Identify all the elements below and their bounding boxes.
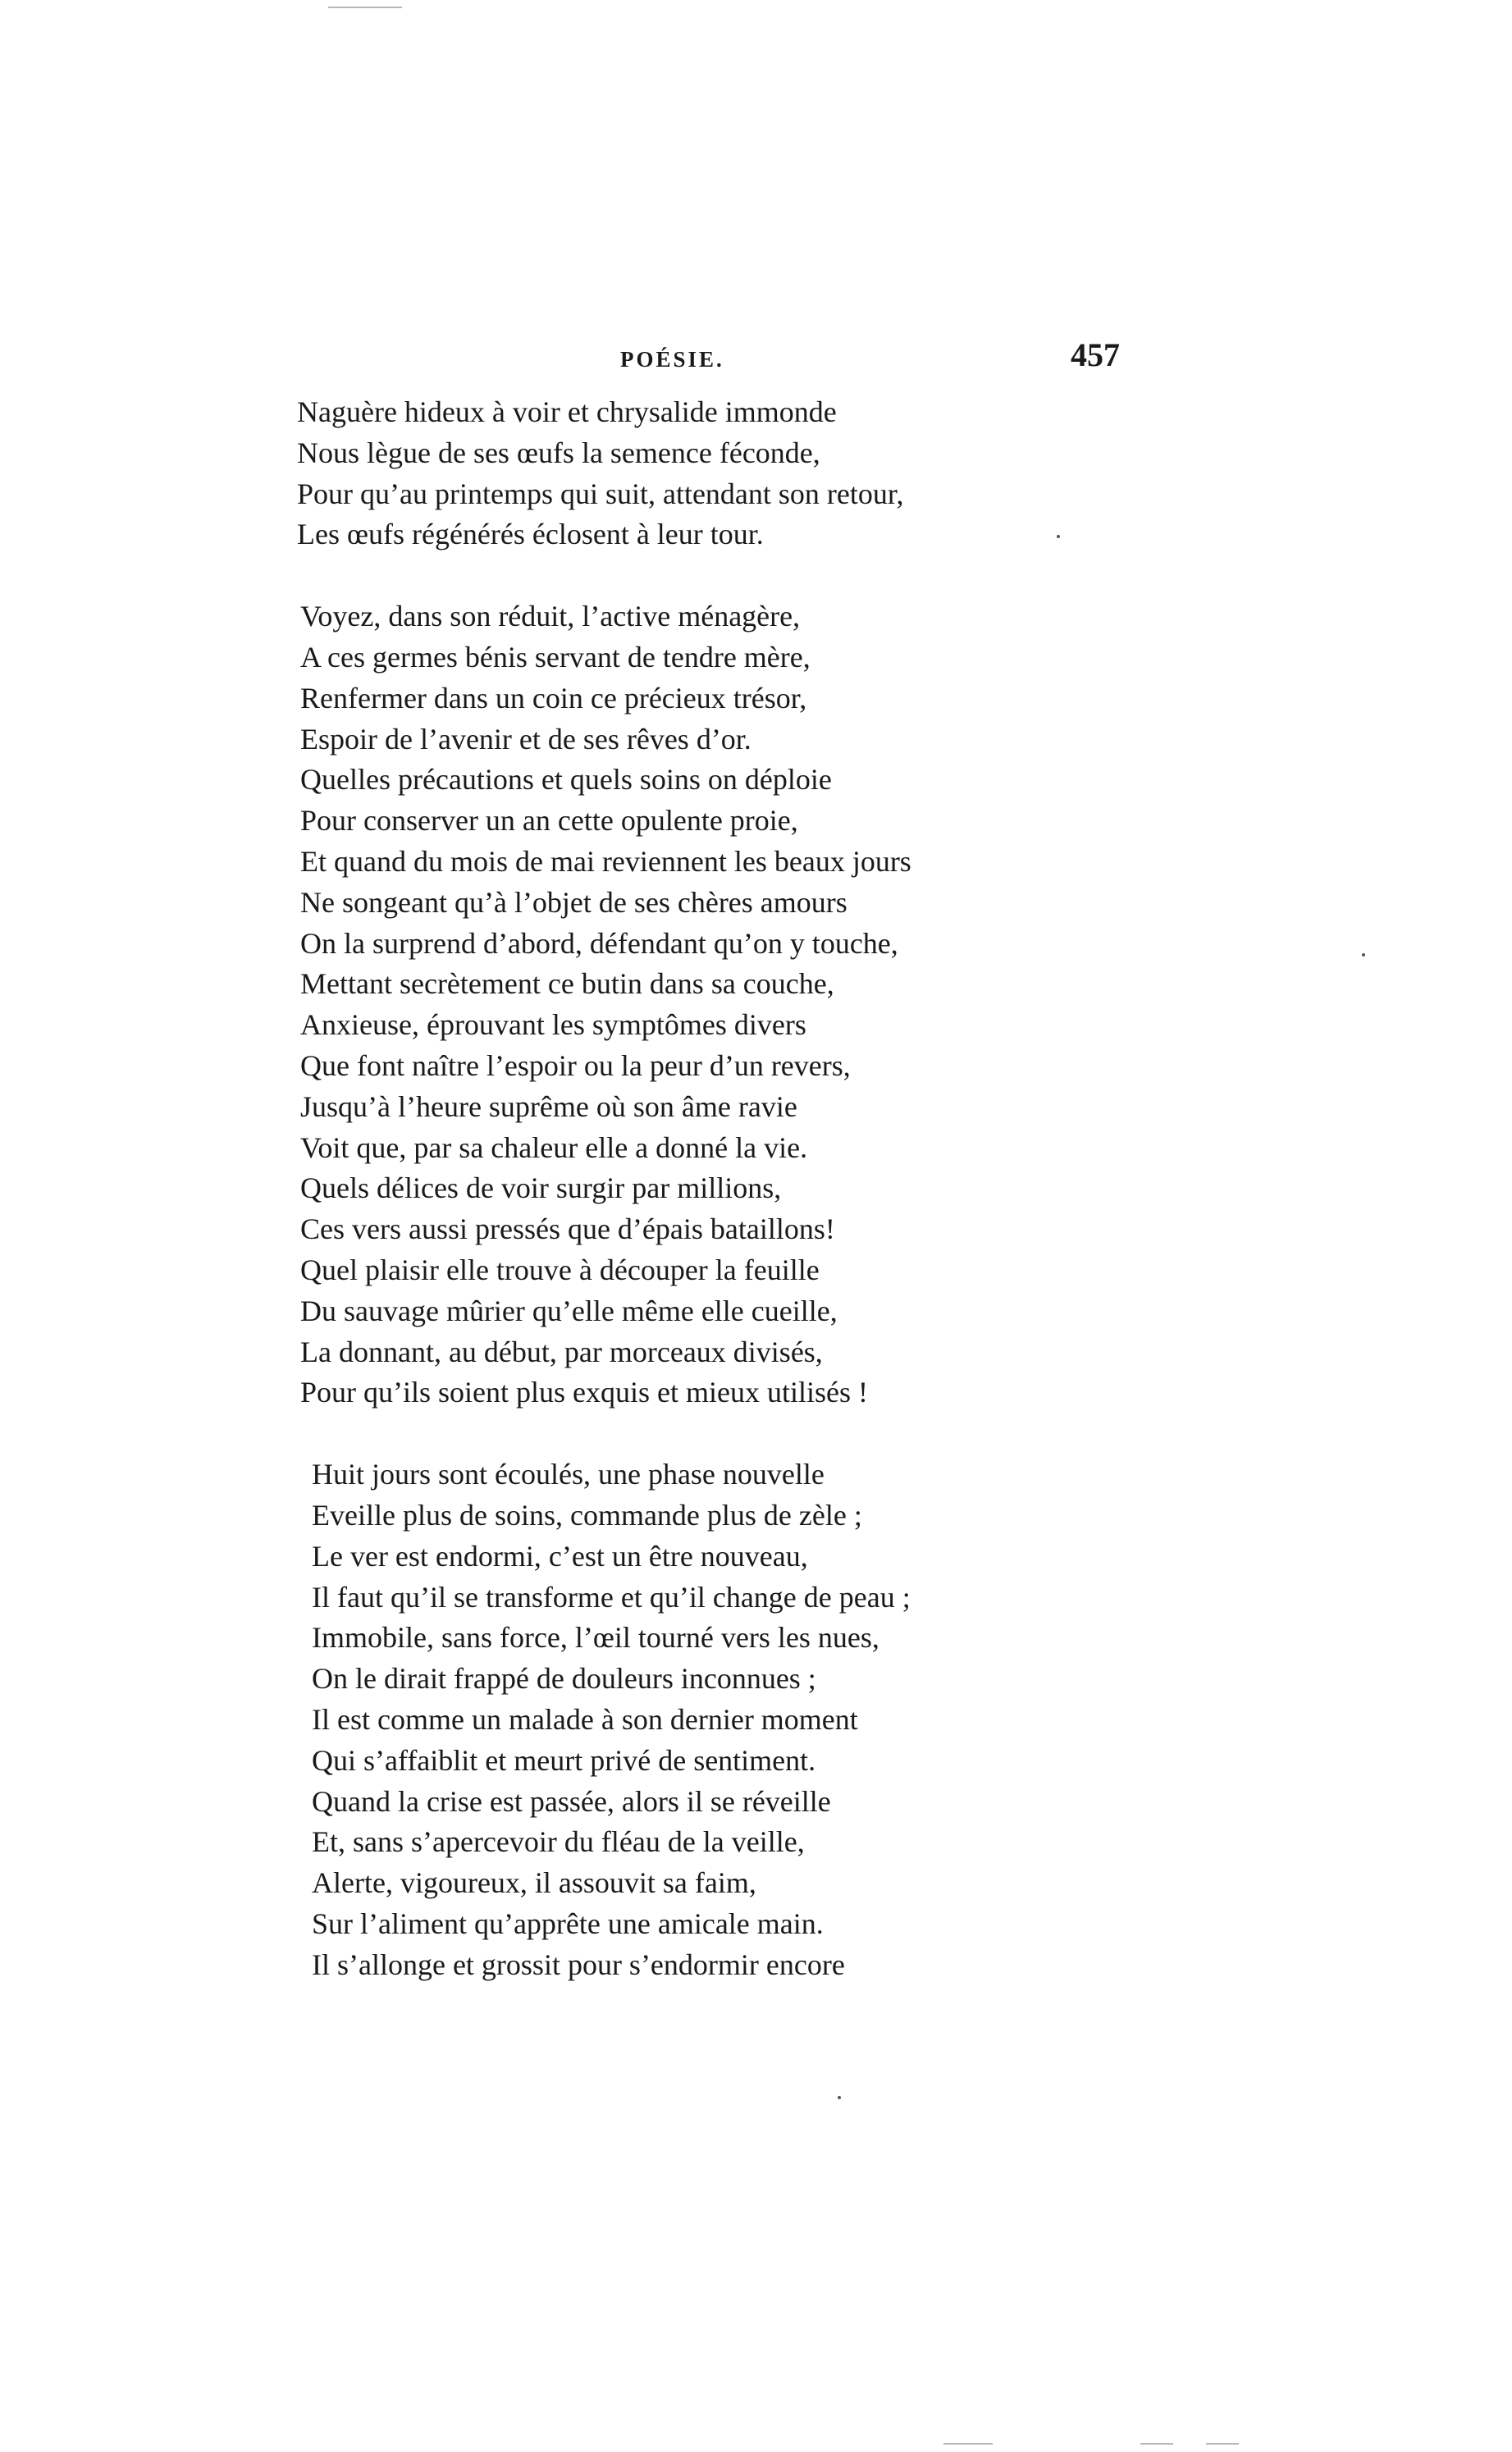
verse-line: Naguère hideux à voir et chrysalide immonde [297,395,837,428]
stanza-2 [297,596,1413,1413]
verse-line: Nous lègue de ses œufs la semence féconde, [297,436,820,469]
verse-line: Qui s’affaiblit et meurt privé de sentiment. [312,1743,816,1777]
verse-line: Pour qu’au printemps qui suit, attendant son retour, [297,477,904,510]
scan-mark-bottom-3 [1206,2443,1239,2445]
verse-line: Alerte, vigoureux, il assouvit sa faim, [312,1866,756,1900]
verse-line: Mettant secrètement ce butin dans sa couche, [300,967,834,1001]
verse-line: Jusqu’à l’heure suprême où son âme ravie [300,1089,797,1123]
verse-line: Voyez, dans son réduit, l’active ménagère, [300,600,801,633]
verse-line: Quand la crise est passée, alors il se réveille [312,1784,831,1818]
poem-body [297,392,1413,1985]
verse-line: Eveille plus de soins, commande plus de zèle ; [312,1498,862,1532]
verse-line: Le ver est endormi, c’est un être nouveau, [312,1539,808,1573]
verse-line: Pour conserver un an cette opulente proie, [300,804,798,838]
verse-line: Immobile, sans force, l’œil tourné vers les nues, [312,1621,879,1655]
verse-line: Quelles précautions et quels soins on déploie [300,763,832,797]
verse-line: Ne songeant qu’à l’objet de ses chères amours [300,885,847,919]
verse-line: Ces vers aussi pressés que d’épais bataillons! [300,1212,835,1246]
verse-line: Il est comme un malade à son dernier moment [312,1702,858,1736]
scan-mark-bottom-1 [943,2443,993,2445]
verse-line: A ces germes bénis servant de tendre mère, [300,640,811,674]
running-title: POÉSIE. [620,347,724,372]
verse-line: Quel plaisir elle trouve à découper la feuille [300,1253,820,1286]
verse-line: Espoir de l’avenir et de ses rêves d’or. [300,722,751,756]
page-header [0,332,1512,381]
verse-line: Quels délices de voir surgir par millions, [300,1171,782,1205]
verse-line: Renfermer dans un coin ce précieux trésor, [300,681,807,715]
verse-line: Sur l’aliment qu’apprête une amicale main. [312,1906,824,1940]
verse-line: Huit jours sont écoulés, une phase nouvelle [312,1458,825,1491]
verse-line: Il s’allonge et grossit pour s’endormir encore [312,1947,845,1981]
page-number: 457 [1071,336,1120,373]
stanza-1 [297,392,1413,555]
verse-line: Anxieuse, éprouvant les symptômes divers [300,1008,806,1042]
verse-line: On le dirait frappé de douleurs inconnues ; [312,1662,816,1696]
verse-line: Et, sans s’apercevoir du fléau de la veille, [312,1825,805,1859]
verse-line: On la surprend d’abord, défendant qu’on y touche, [300,926,898,960]
verse-line: Pour qu’ils soient plus exquis et mieux utilisés ! [300,1376,868,1409]
stanza-3 [297,1454,1413,1985]
verse-line: Et quand du mois de mai reviennent les beaux jours [300,844,911,878]
verse-line: Voit que, par sa chaleur elle a donné la vie. [300,1130,808,1164]
verse-line: Que font naître l’espoir ou la peur d’un revers, [300,1048,851,1082]
verse-line: Du sauvage mûrier qu’elle même elle cueille, [300,1294,838,1327]
verse-line: La donnant, au début, par morceaux divisés, [300,1335,823,1368]
speck-3 [838,2096,841,2099]
verse-line: Il faut qu’il se transforme et qu’il change de peau ; [312,1580,911,1614]
scan-mark-bottom-2 [1140,2443,1173,2445]
verse-line: Les œufs régénérés éclosent à leur tour. [297,518,764,551]
scan-mark-top [328,7,402,8]
